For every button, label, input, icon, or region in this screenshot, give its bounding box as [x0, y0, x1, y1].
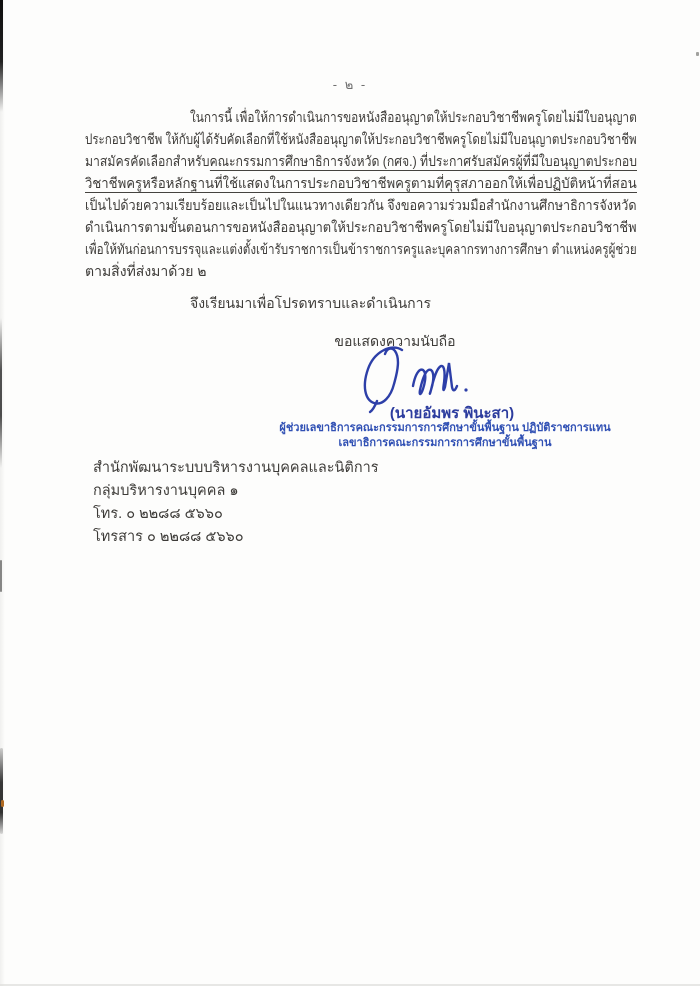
paragraph-text: ตามสิ่งที่ส่งมาด้วย ๒ [85, 263, 207, 279]
paragraph-line [85, 194, 645, 216]
scan-artifact-left-middle [0, 318, 2, 468]
body-paragraph [85, 106, 645, 282]
paragraph-text: เป็นไปด้วยความเรียบร้อยและเป็นไปในแนวทางเดียวกัน จึงขอความร่วมมือสำนักงานศึกษาธิการจังหวัด [85, 197, 637, 213]
contact-fax: โทรสาร ๐ ๒๒๘๘ ๕๖๖๐ [93, 529, 244, 545]
closing-line: จึงเรียนมาเพื่อโปรดทราบและดำเนินการ [190, 295, 432, 311]
paragraph-text: ดำเนินการตามขั้นตอนการขอหนังสืออนุญาตให้ประกอบวิชาชีพครูโดยไม่มีใบอนุญาตประกอบวิชาชีพ [85, 219, 637, 235]
scan-edge-shading [0, 0, 5, 986]
contact-block [93, 457, 379, 549]
underlined-text: คณะกรรมการศึกษาธิการจังหวัด (กศจ.) ที่ประกาศรับสมัครผู้ที่มีใบอนุญาตประกอบ [209, 153, 637, 169]
signer-title-line2: เลขาธิการคณะกรรมการการศึกษาขั้นพื้นฐาน [338, 437, 552, 449]
paragraph-line [85, 260, 645, 282]
paragraph-line [85, 150, 645, 172]
underlined-text: วิชาชีพครูหรือหลักฐานที่ใช้แสดงในการประกอบวิชาชีพครูตามที่คุรุสภาออกให้เพื่อปฏิบัติหน้าที่สอน [85, 175, 637, 191]
contact-group: กลุ่มบริหารงานบุคคล ๑ [93, 483, 239, 499]
paragraph-text: มาสมัครคัดเลือกสำหรับ [85, 153, 210, 169]
paragraph-text: ประกอบวิชาชีพ ให้กับผู้ได้รับคัดเลือกที่ใช้หนังสืออนุญาตให้ประกอบวิชาชีพครูโดยไม่มีใบอนุญาตประกอบวิชาชีพ [85, 131, 637, 147]
paragraph-line [85, 216, 645, 238]
scan-artifact-left-top [0, 0, 3, 112]
paragraph-line [85, 238, 645, 260]
paragraph-text: ในการนี้ เพื่อให้การดำเนินการขอหนังสืออนุญาตให้ประกอบวิชาชีพครูโดยไม่มีใบอนุญาต [190, 109, 637, 125]
signer-name: (นายอัมพร พินะสา) [389, 405, 515, 422]
contact-office: สำนักพัฒนาระบบบริหารงานบุคคลและนิติการ [93, 460, 379, 476]
contact-tel: โทร. ๐ ๒๒๘๘ ๕๖๖๐ [93, 506, 223, 522]
scan-speck-top-right [696, 52, 699, 56]
scan-artifact-left-bottom [0, 748, 3, 834]
salutation: ขอแสดงความนับถือ [334, 333, 456, 349]
paragraph-line [85, 172, 645, 194]
position-stamp [265, 421, 625, 451]
scan-artifact-left-lower [0, 560, 2, 592]
signer-title-line1: ผู้ช่วยเลขาธิการคณะกรรมการการศึกษาขั้นพื้นฐาน ปฏิบัติราชการแทน [279, 422, 611, 434]
paragraph-text: เพื่อให้ทันก่อนการบรรจุและแต่งตั้งเข้ารับราชการเป็นข้าราชการครูและบุคลากรทางการศึกษา ตำแหน่งครูผู้ช่วย [85, 241, 637, 257]
page-number: - ๒ - [332, 77, 368, 92]
paragraph-line [85, 128, 645, 150]
paragraph-line [85, 106, 645, 128]
scan-speck-orange [1, 800, 4, 807]
